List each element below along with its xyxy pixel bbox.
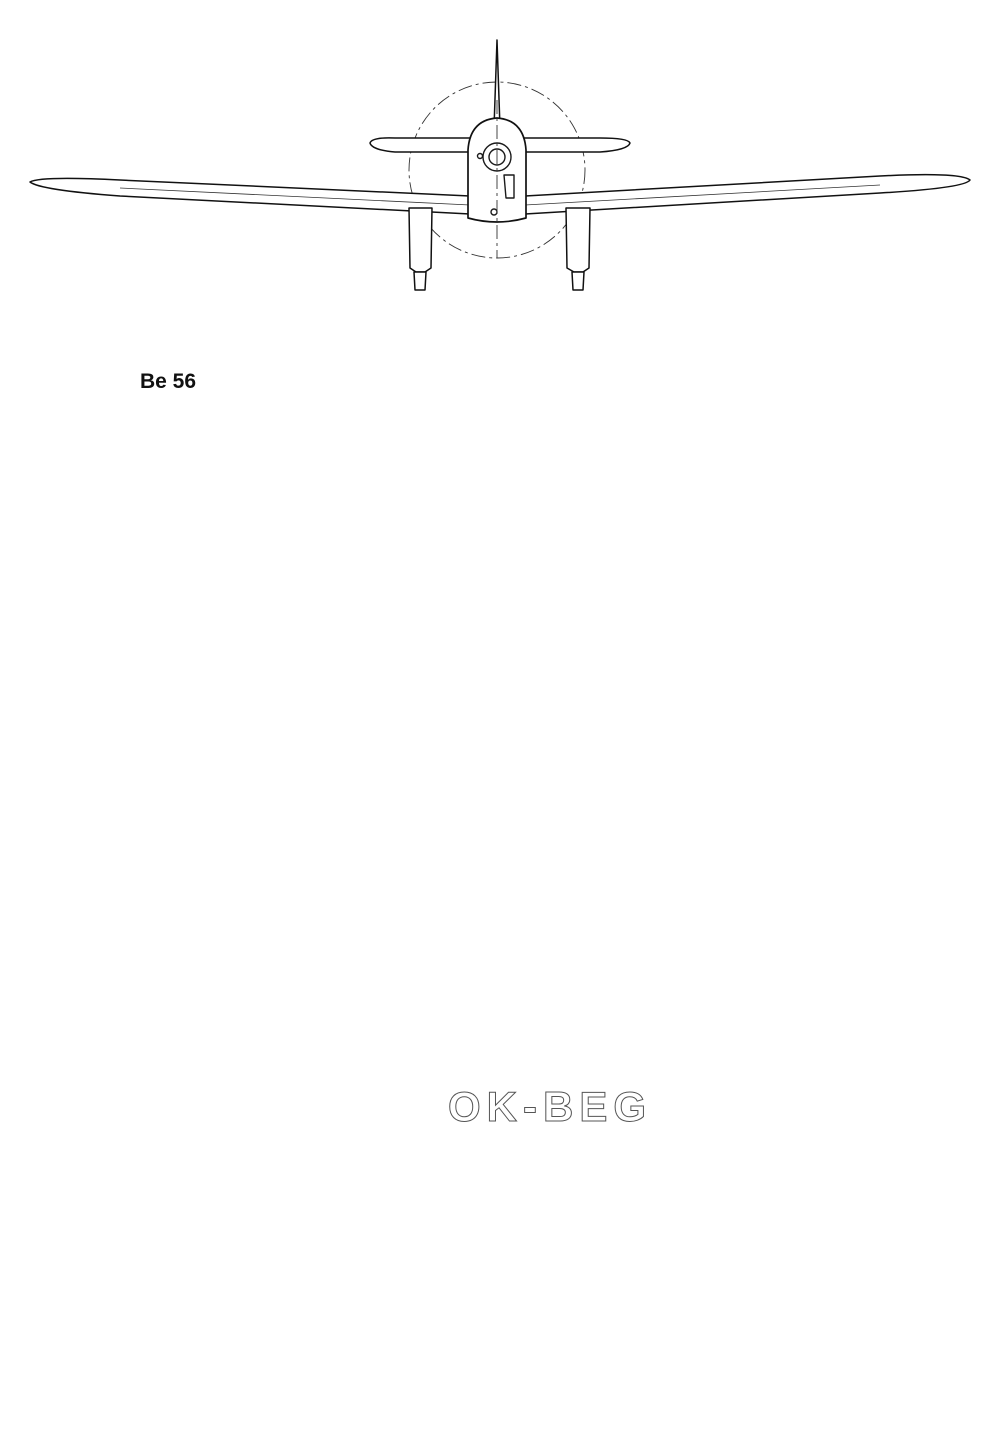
- registration-marking: OK-BEG: [448, 1083, 652, 1130]
- front-view: [30, 40, 970, 290]
- front-fin: [494, 40, 500, 128]
- front-left-gear: [409, 208, 432, 272]
- front-right-gear: [566, 208, 590, 272]
- model-label: Be 56: [140, 370, 197, 393]
